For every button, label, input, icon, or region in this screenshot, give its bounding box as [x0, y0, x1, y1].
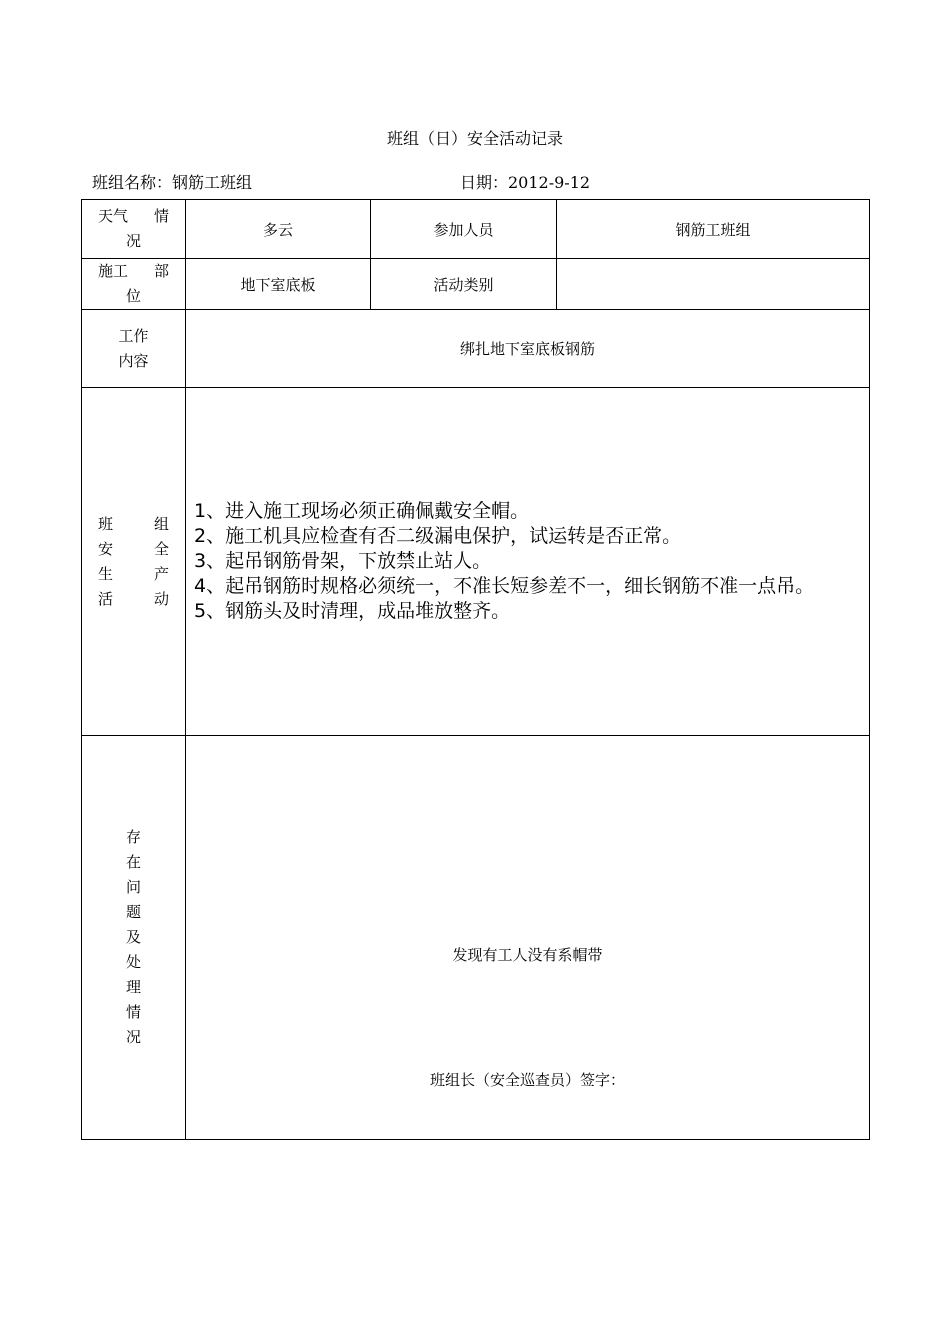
- row-weather: [82, 200, 870, 259]
- location-label-cell: [82, 259, 186, 310]
- weather-label-c: 况: [125, 232, 141, 250]
- weather-value: 多云: [186, 200, 371, 259]
- participants-label: 参加人员: [371, 200, 557, 259]
- safety-label-char: 组: [153, 514, 169, 533]
- problems-label-cell: [82, 736, 186, 1140]
- problems-label-char: 况: [125, 1028, 141, 1046]
- list-item: 3、起吊钢筋骨架，下放禁止站人。: [194, 550, 492, 572]
- weather-label-a: 天气: [98, 207, 129, 225]
- record-date: 日期：2012-9-12: [460, 173, 591, 192]
- list-item: 1、进入施工现场必须正确佩戴安全帽。: [194, 500, 530, 522]
- weather-label-cell: [82, 200, 186, 259]
- activity-type-value: [557, 259, 870, 310]
- problems-label-char: 问: [125, 878, 141, 896]
- safety-label-char: 安: [98, 539, 114, 558]
- page-title: 班组（日）安全活动记录: [386, 129, 563, 148]
- safety-activity-content: [186, 388, 870, 736]
- list-item: 5、钢筋头及时清理，成品堆放整齐。: [194, 600, 511, 622]
- safety-label-char: 全: [153, 539, 169, 558]
- team-name: 班组名称：钢筋工班组: [92, 173, 253, 192]
- problems-label-char: 处: [125, 953, 141, 971]
- problems-label-char: 情: [125, 1003, 141, 1021]
- list-item: 4、起吊钢筋时规格必须统一，不准长短参差不一，细长钢筋不准一点吊。: [194, 575, 815, 597]
- activity-record-table: [81, 199, 870, 1140]
- safety-label-char: 产: [153, 564, 169, 583]
- work-label-a: 工作: [118, 326, 149, 345]
- work-content-value: 绑扎地下室底板钢筋: [186, 310, 870, 388]
- safety-label-char: 班: [98, 514, 114, 533]
- activity-type-label: 活动类别: [371, 259, 557, 310]
- safety-activity-label-cell: [82, 388, 186, 736]
- problems-label-char: 题: [125, 903, 141, 921]
- row-safety-activity: [82, 388, 870, 736]
- list-item: 2、施工机具应检查有否二级漏电保护，试运转是否正常。: [194, 525, 682, 547]
- problems-label-char: 在: [125, 853, 141, 871]
- work-label-b: 内容: [118, 351, 149, 370]
- participants-value: 钢筋工班组: [557, 200, 870, 259]
- safety-label-char: 生: [98, 564, 114, 583]
- signature-label: 班组长（安全巡查员）签字：: [429, 1071, 625, 1089]
- location-label-c: 位: [125, 287, 141, 305]
- work-label-cell: [82, 310, 186, 388]
- location-label-b: 部: [153, 262, 169, 280]
- problems-label-char: 理: [125, 978, 141, 996]
- safety-label-char: 活: [98, 589, 114, 608]
- problem-description: 发现有工人没有系帽带: [452, 946, 603, 964]
- row-problems: [82, 736, 870, 1140]
- location-label-a: 施工: [98, 262, 129, 280]
- problems-label-char: 及: [125, 928, 141, 946]
- safety-label-char: 动: [153, 589, 169, 608]
- problems-content: [186, 736, 870, 1140]
- row-location: [82, 259, 870, 310]
- location-value: 地下室底板: [186, 259, 371, 310]
- weather-label-b: 情: [153, 207, 169, 225]
- problems-label-char: 存: [125, 828, 141, 846]
- row-work-content: [82, 310, 870, 388]
- safety-activity-list: [186, 499, 869, 624]
